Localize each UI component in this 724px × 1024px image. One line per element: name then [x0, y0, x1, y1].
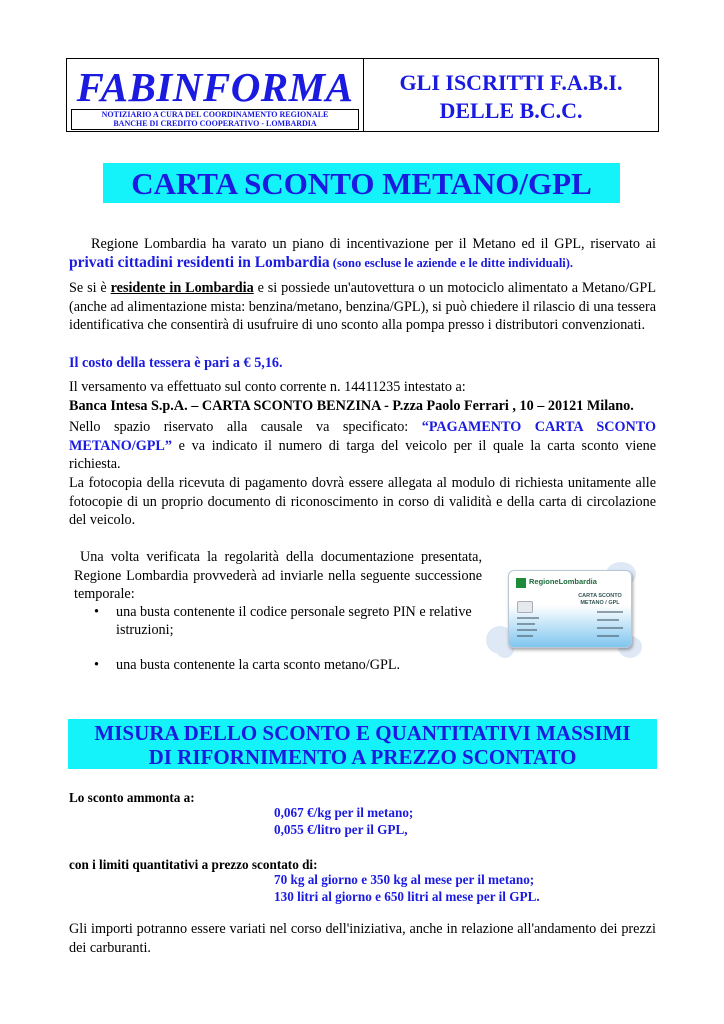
discount-values	[274, 804, 413, 838]
delivery-list	[94, 603, 474, 691]
section-heading-line2: DI RIFORNIMENTO A PREZZO SCONTATO	[148, 745, 577, 769]
causale-start: Nello spazio riservato alla causale va specificato:	[69, 419, 422, 435]
page-title: CARTA SCONTO METANO/GPL	[103, 163, 620, 203]
eligibility-rest: e si possiede un'autovettura o un motociclo alimentato a Metano/GPL (anche ad alimentazione mista: benzina/metano, benzina/GPL), si può chiedere il rilascio di una tessera identificativa che consentirà di usufruire di uno sconto alla pompa presso i distributori convenzionati.	[69, 280, 656, 333]
intro-note: (sono escluse le aziende e le ditte individuali).	[329, 255, 574, 270]
card-chip-icon	[517, 601, 533, 613]
discount-gpl: 0,055 €/litro per il GPL,	[274, 822, 408, 837]
intro-paragraph	[69, 235, 656, 272]
causale-highlight: “PAGAMENTO CARTA SCONTO METANO/GPL”	[69, 419, 657, 454]
masthead-left	[67, 59, 364, 131]
discount-methane: 0,067 €/kg per il metano;	[274, 805, 414, 820]
cost-line: Il costo della tessera è pari a € 5,16.	[69, 355, 283, 371]
card-text-strip	[597, 619, 619, 621]
limits-gpl: 130 litri al giorno e 650 litri al mese per il GPL.	[274, 889, 540, 904]
masthead-right	[363, 59, 659, 131]
region-logo-icon	[516, 578, 526, 588]
causale-rest: e va indicato il numero di targa del veicolo per il quale la carta sconto viene richiesta.	[69, 437, 656, 472]
intro-highlight: privati cittadini residenti in Lombardia	[69, 253, 330, 271]
subtitle-line2: BANCHE DI CREDITO COOPERATIVO - LOMBARDIA	[113, 119, 317, 128]
brand-title: FABINFORMA	[76, 64, 354, 110]
card-title: CARTA SCONTO METANO / GPL	[578, 593, 622, 606]
bullet-icon: •	[94, 604, 99, 620]
section-heading-line1: MISURA DELLO SCONTO E QUANTITATIVI MASSIMI	[94, 721, 631, 745]
intro-text: Regione Lombardia ha varato un piano di incentivazione per il Metano ed il GPL, riservato ai	[91, 236, 656, 252]
masthead-subtitle	[71, 109, 359, 130]
discount-card-image	[508, 570, 632, 648]
section-heading	[68, 719, 657, 769]
card-illustration	[486, 556, 646, 666]
card-text-strip	[517, 629, 537, 631]
masthead	[66, 58, 659, 132]
card-text-strip	[517, 635, 533, 637]
documents-paragraph: La fotocopia della ricevuta di pagamento dovrà essere allegata al modulo di richiesta unitamente alle fotocopie di un proprio documento di riconoscimento in corso di validità e della carta di circolazione del veicolo.	[69, 475, 656, 528]
discount-label: Lo sconto ammonta a:	[69, 790, 195, 805]
verification-paragraph: Una volta verificata la regolarità della documentazione presentata, Regione Lombardia provvederà ad inviarle nella seguente successione temporale:	[74, 549, 482, 602]
eligibility-paragraph	[69, 279, 656, 335]
list-item: • una busta contenente la carta sconto metano/GPL.	[94, 657, 401, 673]
eligibility-start: Se si è	[69, 280, 111, 296]
limits-methane: 70 kg al giorno e 350 kg al mese per il metano;	[274, 872, 535, 887]
bullet-icon: •	[94, 657, 99, 673]
limits-values	[274, 871, 540, 905]
limits-label: con i limiti quantitativi a prezzo scontato di:	[69, 857, 318, 872]
causale-paragraph	[69, 418, 656, 474]
audience-line2: DELLE B.C.C.	[439, 98, 583, 123]
list-item: • una busta contenente il codice personale segreto PIN e relative istruzioni;	[94, 604, 472, 638]
payment-account: Il versamento va effettuato sul conto corrente n. 14411235 intestato a:	[69, 379, 466, 395]
eligibility-underlined: residente in Lombardia	[110, 280, 254, 296]
card-text-strip	[517, 617, 539, 619]
closing-paragraph: Gli importi potranno essere variati nel corso dell'iniziativa, anche in relazione all'andamento dei prezzi dei carburanti.	[69, 921, 656, 956]
card-text-strip	[597, 611, 623, 613]
audience-line1: GLI ISCRITTI F.A.B.I.	[399, 70, 623, 95]
payment-info	[69, 378, 656, 415]
subtitle-line1: NOTIZIARIO A CURA DEL COORDINAMENTO REGIONALE	[101, 110, 329, 119]
card-text-strip	[597, 635, 619, 637]
card-logo-text: RegioneLombardia	[529, 577, 597, 586]
card-text-strip	[597, 627, 623, 629]
payment-beneficiary: Banca Intesa S.p.A. – CARTA SCONTO BENZINA - P.zza Paolo Ferrari , 10 – 20121 Milano.	[69, 397, 634, 414]
card-text-strip	[517, 623, 535, 625]
